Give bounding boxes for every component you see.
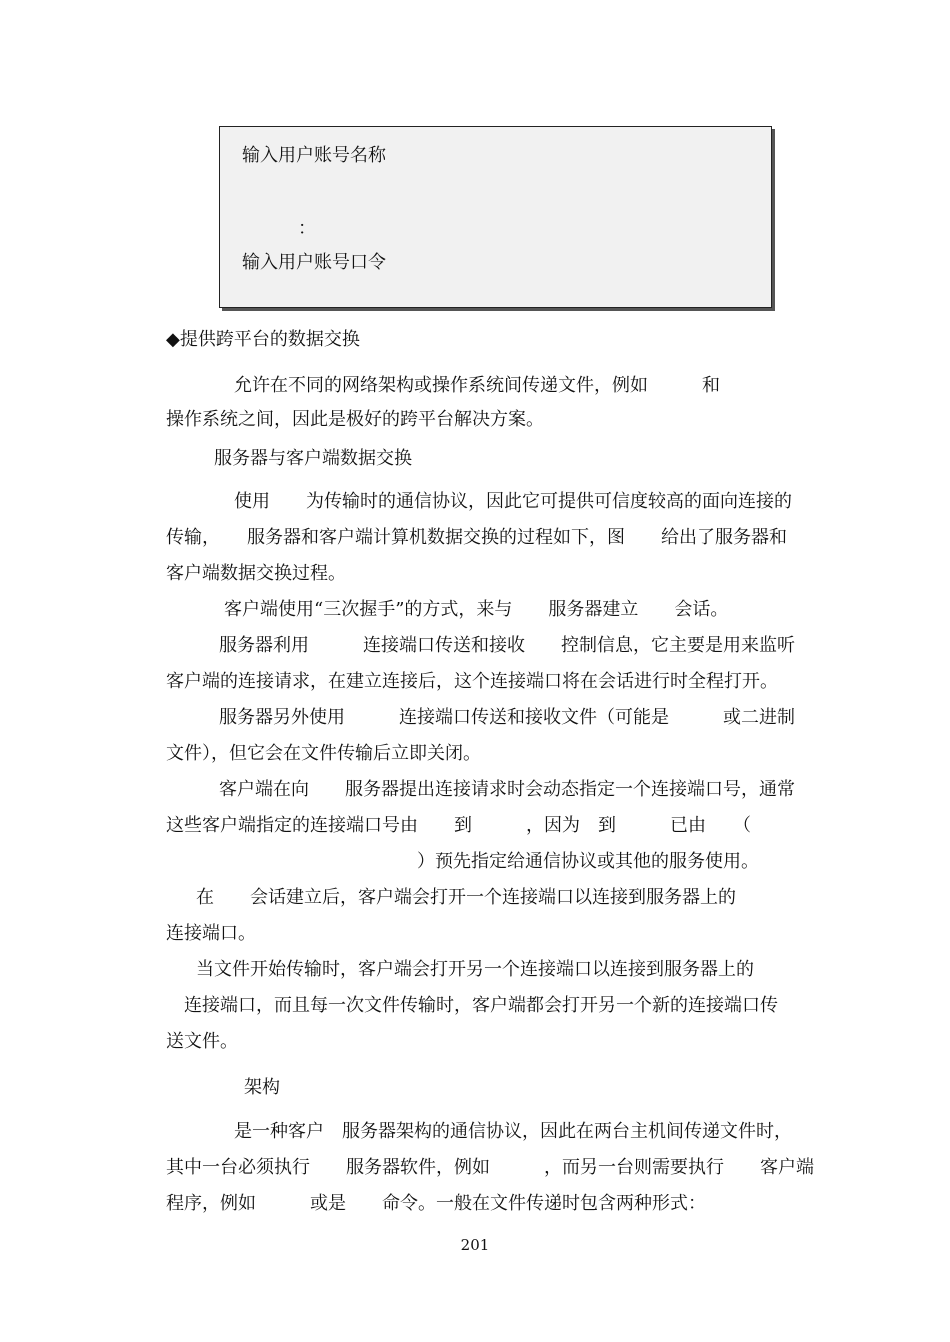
text-line: 使用 为传输时的通信协议，因此它可提供可信度较高的面向连接的	[234, 491, 792, 512]
text-line: 当文件开始传输时，客户端会打开另一个连接端口以连接到服务器上的	[196, 959, 754, 980]
section-heading: 架构	[244, 1077, 280, 1098]
text-line: 客户端的连接请求，在建立连接后，这个连接端口将在会话进行时全程打开。	[166, 671, 778, 692]
text-line: 其中一台必须执行 服务器软件，例如 ，而另一台则需要执行 客户端	[166, 1157, 814, 1178]
username-prompt: 输入用户账号名称	[242, 145, 386, 166]
text-line: 这些客户端指定的连接端口号由 到 ，因为 到 已由 （	[166, 815, 751, 836]
bullet-heading: ◆提供跨平台的数据交换	[166, 329, 360, 350]
colon-mark: ：	[298, 218, 316, 239]
login-prompt-box	[219, 126, 772, 308]
text-line: 程序，例如 或是 命令。一般在文件传递时包含两种形式：	[166, 1193, 706, 1214]
page-number: 201	[460, 1236, 490, 1254]
text-line: 文件），但它会在文件传输后立即关闭。	[166, 743, 481, 764]
password-prompt: 输入用户账号口令	[242, 252, 386, 273]
text-line: 客户端在向 服务器提出连接请求时会动态指定一个连接端口号，通常	[219, 779, 795, 800]
text-line: 服务器利用 连接端口传送和接收 控制信息，它主要是用来监听	[219, 635, 795, 656]
text-line: 在 会话建立后，客户端会打开一个连接端口以连接到服务器上的	[196, 887, 736, 908]
text-line: 连接端口，而且每一次文件传输时，客户端都会打开另一个新的连接端口传	[184, 995, 778, 1016]
text-line: 客户端使用“三次握手”的方式，来与 服务器建立 会话。	[224, 599, 729, 620]
text-line: 允许在不同的网络架构或操作系统间传递文件，例如 和	[234, 375, 720, 396]
text-line: 客户端数据交换过程。	[166, 563, 346, 584]
text-line: 操作系统之间，因此是极好的跨平台解决方案。	[166, 409, 544, 430]
text-line: ）预先指定给通信协议或其他的服务使用。	[417, 851, 759, 872]
text-line: 是一种客户 服务器架构的通信协议，因此在两台主机间传递文件时，	[234, 1121, 792, 1142]
section-heading: 服务器与客户端数据交换	[214, 448, 412, 469]
text-line: 传输， 服务器和客户端计算机数据交换的过程如下，图 给出了服务器和	[166, 527, 787, 548]
text-line: 送文件。	[166, 1031, 238, 1052]
text-line: 服务器另外使用 连接端口传送和接收文件（可能是 或二进制	[219, 707, 795, 728]
text-line: 连接端口。	[166, 923, 256, 944]
